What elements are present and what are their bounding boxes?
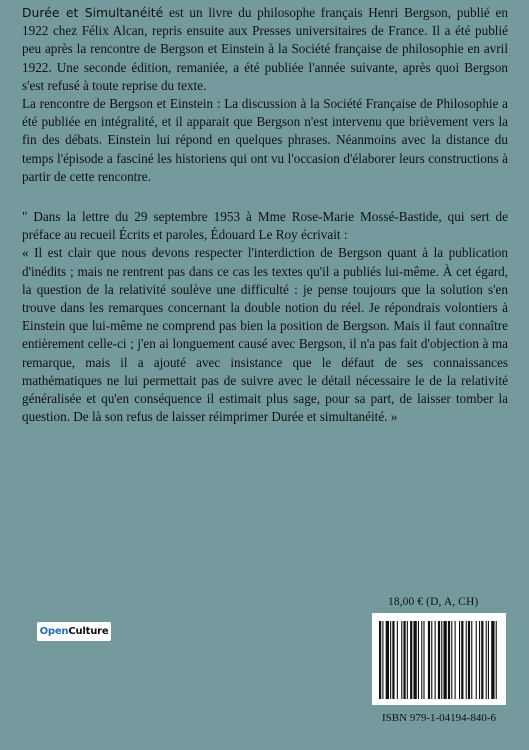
book-title: Durée et Simultanéité xyxy=(22,5,164,20)
intro-paragraph-1 xyxy=(22,4,508,95)
barcode xyxy=(372,613,506,705)
quote-body: « Il est clair que nous devons respecter l'interdiction de Bergson quant à la publication d'inédits ; mais ne rentrent pas dans ce cas les textes qu'il a publiés lui-même. À cet égard, la question de la relativité soulève une difficulté : je pense toujours que la solution s'en trouve dans les remarques concernant la double notion du réel. Je répondrais volontiers à Einstein que lui-même ne comprend pas bien la position de Bergson. Mais il faut connaître entièrement celle-ci ; j'en ai longuement causé avec Bergson, il n'a pas fait d'objection à ma remarque, mais il a ajouté avec insistance que le défaut de ses connaissances mathématiques ne lui permettait pas de suivre avec le détail nécessaire le de la relativité généralisée et qu'en conséquence il estimait plus sage, pour sa part, de laisser tomber la question. De là son refus de laisser réimprimer Durée et simultanéité. » xyxy=(22,245,508,425)
intro-paragraph-2: La rencontre de Bergson et Einstein : La discussion à la Société Française de Philosophie a été publiée en intégralité, et il apparait que Bergson n'est intervenu que brièvement vers la fin des débats. Einstein lui répond en quelques phrases. Néanmoins avec la distance du temps l'épisode a fasciné les historiens qui ont vu l'occasion d'élaborer leurs constructions à partir de cette rencontre. xyxy=(22,96,508,184)
quote-intro: " Dans la lettre du 29 septembre 1953 à Mme Rose-Marie Mossé-Bastide, qui sert de préface au recueil Écrits et paroles, Édouard Le Roy écrivait : xyxy=(22,209,508,243)
isbn-label: ISBN 979-1-04194-840-6 xyxy=(382,712,496,724)
intro-paragraph-1-text: est un livre du philosophe français Henri Bergson, publié en 1922 chez Félix Alcan, repris ensuite aux Presses universitaires de France. Il a été publié peu après la rencontre de Bergson et Einstein à la Société française de philosophie en avril 1922. Une seconde édition, remaniée, a été publiée l'année suivante, après quoi Bergson s'est refusé à toute reprise du texte. xyxy=(22,5,508,93)
quote-section xyxy=(22,208,508,426)
intro-text xyxy=(22,4,508,186)
barcode-icon xyxy=(379,621,499,699)
publisher-logo: Open Culture xyxy=(37,622,111,641)
price-label: 18,00 € (D, A, CH) xyxy=(388,596,479,608)
